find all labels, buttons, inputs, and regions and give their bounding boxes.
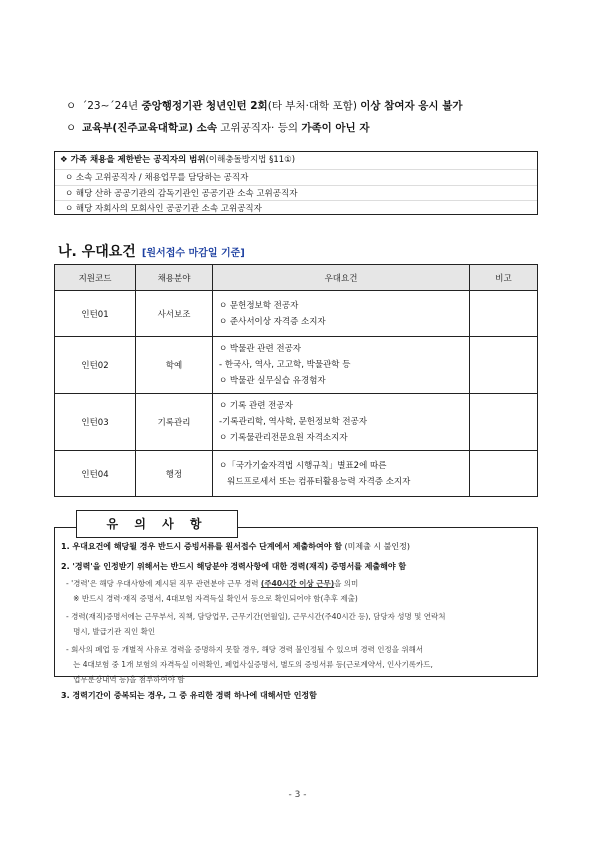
- table-row: [55, 394, 538, 451]
- cell-field: 사서보조: [136, 291, 213, 337]
- cell-requirements: ㅇ 문헌정보학 전공자 ㅇ 준사서이상 자격증 소지자: [213, 291, 470, 337]
- preference-table: [54, 264, 538, 497]
- header-code: 지원코드: [55, 265, 136, 291]
- header-field: 채용분야: [136, 265, 213, 291]
- cell-remarks: [470, 394, 538, 451]
- cell-code: 인턴02: [55, 337, 136, 394]
- notice-item-3: 3. 경력기간이 중복되는 경우, 그 중 유리한 경력 하나에 대해서만 인정함: [61, 691, 317, 700]
- cell-code: 인턴01: [55, 291, 136, 337]
- table-row: [55, 451, 538, 497]
- cell-requirements: ㅇ「국가기술자격법 시행규칙」별표2에 따른 워드프로세서 또는 컴퓨터활용능력 자격증 소지자: [213, 451, 470, 497]
- box-divider: [55, 185, 537, 186]
- table-row: [55, 337, 538, 394]
- bullet-family-restriction: ㅇ 교육부(진주교육대학교) 소속 고위공직자· 등의 가족이 아닌 자: [66, 122, 370, 134]
- notice-sub: 명시, 발급기관 직인 확인: [66, 627, 156, 636]
- cell-code: 인턴03: [55, 394, 136, 451]
- header-requirements: 우대요건: [213, 265, 470, 291]
- notice-item-1: 1. 우대요건에 해당될 경우 반드시 증빙서류를 원서접수 단계에서 제출하여야 함 (미제출 시 불인정): [61, 542, 410, 551]
- notice-sub: - 회사의 폐업 등 개별적 사유로 경력을 증명하지 못할 경우, 해당 경력 불인정될 수 있으며 경력 인정을 위해서: [66, 645, 424, 654]
- cell-remarks: [470, 291, 538, 337]
- section-heading: 나. 우대요건 [원서접수 마감일 기준]: [58, 244, 245, 260]
- table-header-row: [55, 265, 538, 291]
- cell-field: 행정: [136, 451, 213, 497]
- restriction-box-title: ❖ 가족 채용을 제한받는 공직자의 범위(이해충돌방지법 §11①): [60, 155, 296, 165]
- notice-item-2: 2. '경력'을 인정받기 위해서는 반드시 해당분야 경력사항에 대한 경력(재직) 증명서를 제출해야 함: [61, 562, 407, 571]
- cell-code: 인턴04: [55, 451, 136, 497]
- page-number: - 3 -: [288, 790, 307, 800]
- restriction-row: ㅇ 소속 고위공직자 / 채용업무를 담당하는 공직자: [65, 173, 249, 183]
- table-row: [55, 291, 538, 337]
- box-divider: [55, 169, 537, 170]
- box-divider: [55, 200, 537, 201]
- cell-requirements: ㅇ 박물관 관련 전공자 - 한국사, 역사, 고고학, 박물관학 등 ㅇ 박물관 실무실습 유경험자: [213, 337, 470, 394]
- notice-sub: ※ 반드시 경력·재직 증명서, 4대보험 자격득실 확인서 등으로 확인되어야 함(추후 제출): [66, 594, 358, 603]
- notice-sub: - '경력'은 해당 우대사항에 제시된 직무 관련분야 근무 경력 (주40시간 이상 근무)을 의미: [66, 579, 359, 588]
- cell-field: 학예: [136, 337, 213, 394]
- header-remarks: 비고: [470, 265, 538, 291]
- notice-sub: 는 4대보험 중 1개 보험의 자격득실 이력확인, 폐업사실증명서, 별도의 증빙서류 등(근로계약서, 인사기록카드,: [66, 660, 433, 669]
- restriction-row: ㅇ 해당 자회사의 모회사인 공공기관 소속 고위공직자: [65, 204, 262, 214]
- notice-sub: 업무분장내역 등)을 첨부하여야 함: [66, 675, 185, 684]
- cell-requirements: ㅇ 기록 관련 전공자 -기록관리학, 역사학, 문헌정보학 전공자 ㅇ 기록물관리전문요원 자격소지자: [213, 394, 470, 451]
- cell-field: 기록관리: [136, 394, 213, 451]
- cell-remarks: [470, 451, 538, 497]
- notice-title: 유 의 사 항: [76, 510, 238, 538]
- notice-sub: - 경력(재직)증명서에는 근무부서, 직책, 담당업무, 근무기간(연월일), 근무시간(주40시간 등), 담당자 성명 및 연락처: [66, 612, 446, 621]
- restriction-row: ㅇ 해당 산하 공공기관의 감독기관인 공공기관 소속 고위공직자: [65, 189, 298, 199]
- cell-remarks: [470, 337, 538, 394]
- bullet-repeat-participation: ㅇ ´23∼´24년 중앙행정기관 청년인턴 2회(타 부처·대학 포함) 이상 참여자 응시 불가: [66, 100, 463, 112]
